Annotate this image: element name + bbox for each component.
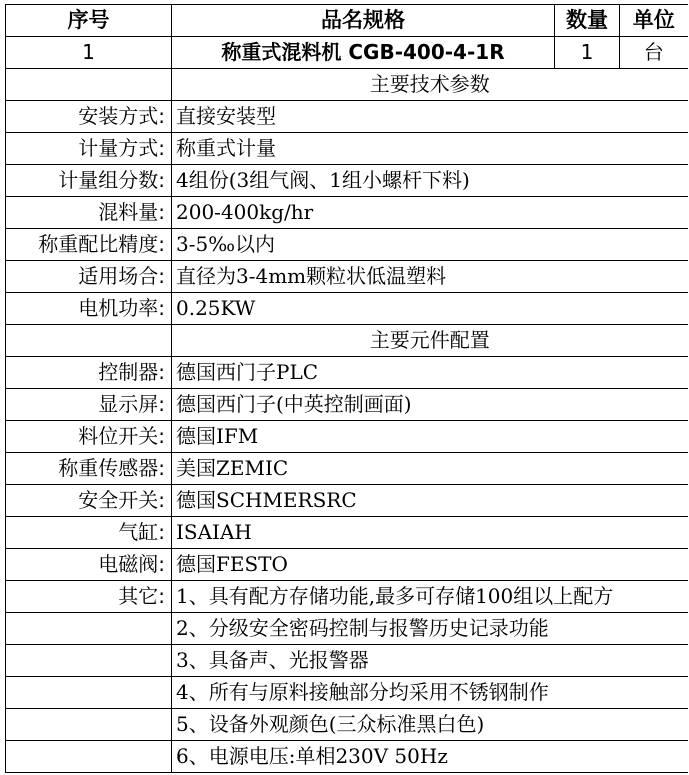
product-qty: 1 — [555, 37, 620, 69]
param-value: 1、具有配方存储功能,最多可存储100组以上配方 — [172, 581, 688, 613]
product-name: 称重式混料机 CGB-400-4-1R — [172, 37, 555, 69]
param-label: 控制器: — [6, 357, 172, 389]
others-row — [6, 741, 688, 773]
header-name: 品名规格 — [172, 5, 555, 37]
param-value: 200-400kg/hr — [172, 197, 688, 229]
param-value: 德国SCHMERSRC — [172, 485, 688, 517]
param-label: 称重配比精度: — [6, 229, 172, 261]
section-row-tech — [6, 69, 688, 101]
product-unit: 台 — [620, 37, 688, 69]
others-row — [6, 709, 688, 741]
param-label: 电机功率: — [6, 293, 172, 325]
component-row — [6, 389, 688, 421]
others-row — [6, 677, 688, 709]
param-label — [6, 709, 172, 741]
component-row — [6, 485, 688, 517]
header-row — [6, 5, 688, 37]
param-label: 计量方式: — [6, 133, 172, 165]
spec-table — [5, 4, 688, 773]
param-label — [6, 741, 172, 773]
tech-param-row — [6, 229, 688, 261]
others-row — [6, 645, 688, 677]
param-label: 计量组分数: — [6, 165, 172, 197]
component-row — [6, 453, 688, 485]
param-value: 4组份(3组气阀、1组小螺杆下料) — [172, 165, 688, 197]
header-qty: 数量 — [555, 5, 620, 37]
param-label — [6, 325, 172, 357]
header-unit: 单位 — [620, 5, 688, 37]
param-value: 称重式计量 — [172, 133, 688, 165]
tech-param-row — [6, 293, 688, 325]
component-row — [6, 357, 688, 389]
param-value: 美国ZEMIC — [172, 453, 688, 485]
header-no: 序号 — [6, 5, 172, 37]
param-value: 5、设备外观颜色(三众标准黑白色) — [172, 709, 688, 741]
component-row — [6, 421, 688, 453]
param-value: 4、所有与原料接触部分均采用不锈钢制作 — [172, 677, 688, 709]
param-label — [6, 613, 172, 645]
param-value: 2、分级安全密码控制与报警历史记录功能 — [172, 613, 688, 645]
param-value: ISAIAH — [172, 517, 688, 549]
param-label — [6, 645, 172, 677]
others-row — [6, 613, 688, 645]
param-value: 0.25KW — [172, 293, 688, 325]
component-row — [6, 549, 688, 581]
param-value: 3、具备声、光报警器 — [172, 645, 688, 677]
param-value: 德国IFM — [172, 421, 688, 453]
product-no: 1 — [6, 37, 172, 69]
param-label: 电磁阀: — [6, 549, 172, 581]
tech-param-row — [6, 133, 688, 165]
component-row — [6, 517, 688, 549]
param-value: 直接安装型 — [172, 101, 688, 133]
others-row — [6, 581, 688, 613]
tech-param-row — [6, 261, 688, 293]
param-value: 主要元件配置 — [172, 325, 688, 357]
param-value: 直径为3-4mm颗粒状低温塑料 — [172, 261, 688, 293]
param-label: 称重传感器: — [6, 453, 172, 485]
param-label: 适用场合: — [6, 261, 172, 293]
param-value: 6、电源电压:单相230V 50Hz — [172, 741, 688, 773]
param-label: 其它: — [6, 581, 172, 613]
param-label: 料位开关: — [6, 421, 172, 453]
spec-table-body — [6, 5, 688, 773]
param-label — [6, 677, 172, 709]
param-label: 混料量: — [6, 197, 172, 229]
param-value: 德国西门子PLC — [172, 357, 688, 389]
param-label: 显示屏: — [6, 389, 172, 421]
tech-param-row — [6, 165, 688, 197]
param-value: 德国西门子(中英控制画面) — [172, 389, 688, 421]
param-label: 安全开关: — [6, 485, 172, 517]
param-value: 德国FESTO — [172, 549, 688, 581]
section-row-components — [6, 325, 688, 357]
tech-param-row — [6, 101, 688, 133]
section-tech-title: 主要技术参数 — [172, 69, 688, 101]
param-label: 气缸: — [6, 517, 172, 549]
product-row — [6, 37, 688, 69]
tech-param-row — [6, 197, 688, 229]
param-value: 3-5‰以内 — [172, 229, 688, 261]
section-spacer — [6, 69, 172, 101]
param-label: 安装方式: — [6, 101, 172, 133]
